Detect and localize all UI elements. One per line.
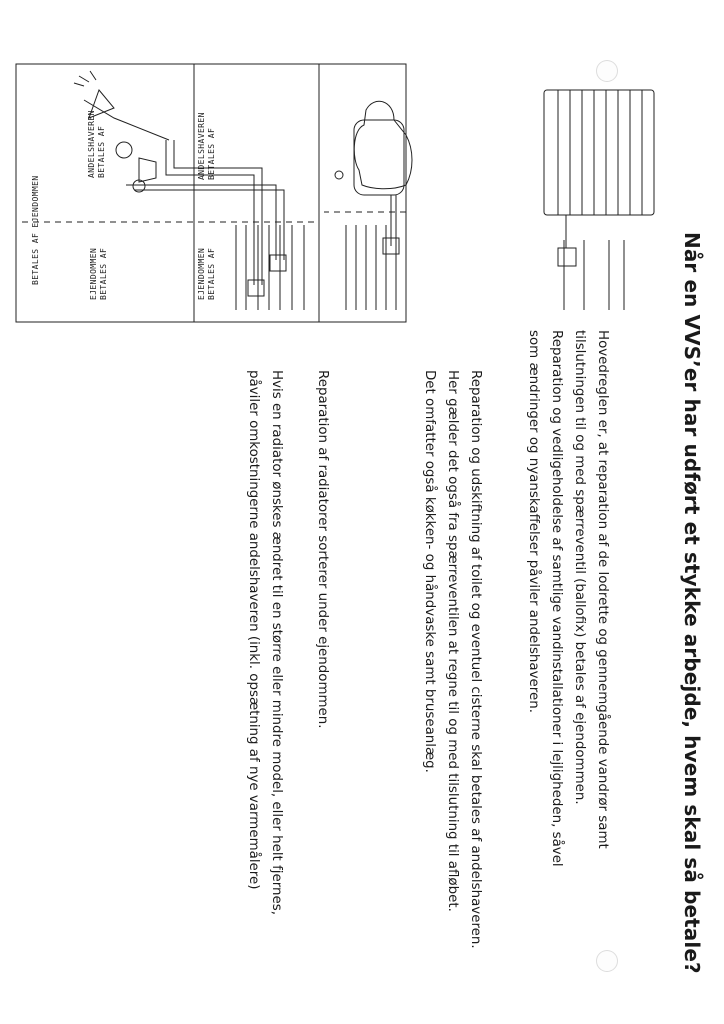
toilet-owner-label-1: BETALES AF [207,127,216,180]
text-line: Her gælder det også fra spærreventilen at regne til og med tilslutning til afløbet. [445,370,460,912]
text-line: Hvis en radiator ønskes ændret til en større eller mindre model, eller helt fjernes, [269,370,284,915]
text-line: Reparation og vedligeholdelse af samtlige vandinstallationer i lejligheden, såvel [549,330,564,867]
text-line: som ændringer og nyanskaffelser påviler andelshaveren. [526,330,541,713]
shower-owner-label-2: ANDELSHAVEREN [87,110,96,178]
text-line: påviler omkostningerne andelshaveren (inkl. opsætning af nye varmemålere) [246,370,261,890]
shower-property-label-2: EJENDOMMEN [89,247,98,300]
text-line: Reparation og udskiftning af toilet og eventuel cisterne skal betales af andelshaveren. [468,370,483,949]
shower-illustration [74,71,304,310]
text-line: Reparation af radiatorer sorterer under ejendommen. [315,370,330,729]
toilet-illustration [335,101,412,310]
radiator-illustration [544,90,654,310]
toilet-property-label-1: BETALES AF [207,247,216,300]
toilet-property-label-2: EJENDOMMEN [197,247,206,300]
radiator-caption: BETALES AF EJENDOMMEN [31,175,40,285]
toilet-owner-label-2: ANDELSHAVEREN [197,112,206,180]
text-line: Det omfatter også køkken- og håndvaske samt bruseanlæg. [422,370,437,773]
shower-property-label-1: BETALES AF [99,247,108,300]
text-line: Hovedreglen er, at reparation af de lodrette og gennemgående vandrør samt [595,330,610,849]
text-line: tilslutningen til og med spærreventil (ballofix) betales af ejendommen. [572,330,587,805]
page-title: Når en VVS’er har udført et stykke arbejde, hvem skal så betale? [680,232,704,974]
shower-owner-label-1: BETALES AF [97,125,106,178]
